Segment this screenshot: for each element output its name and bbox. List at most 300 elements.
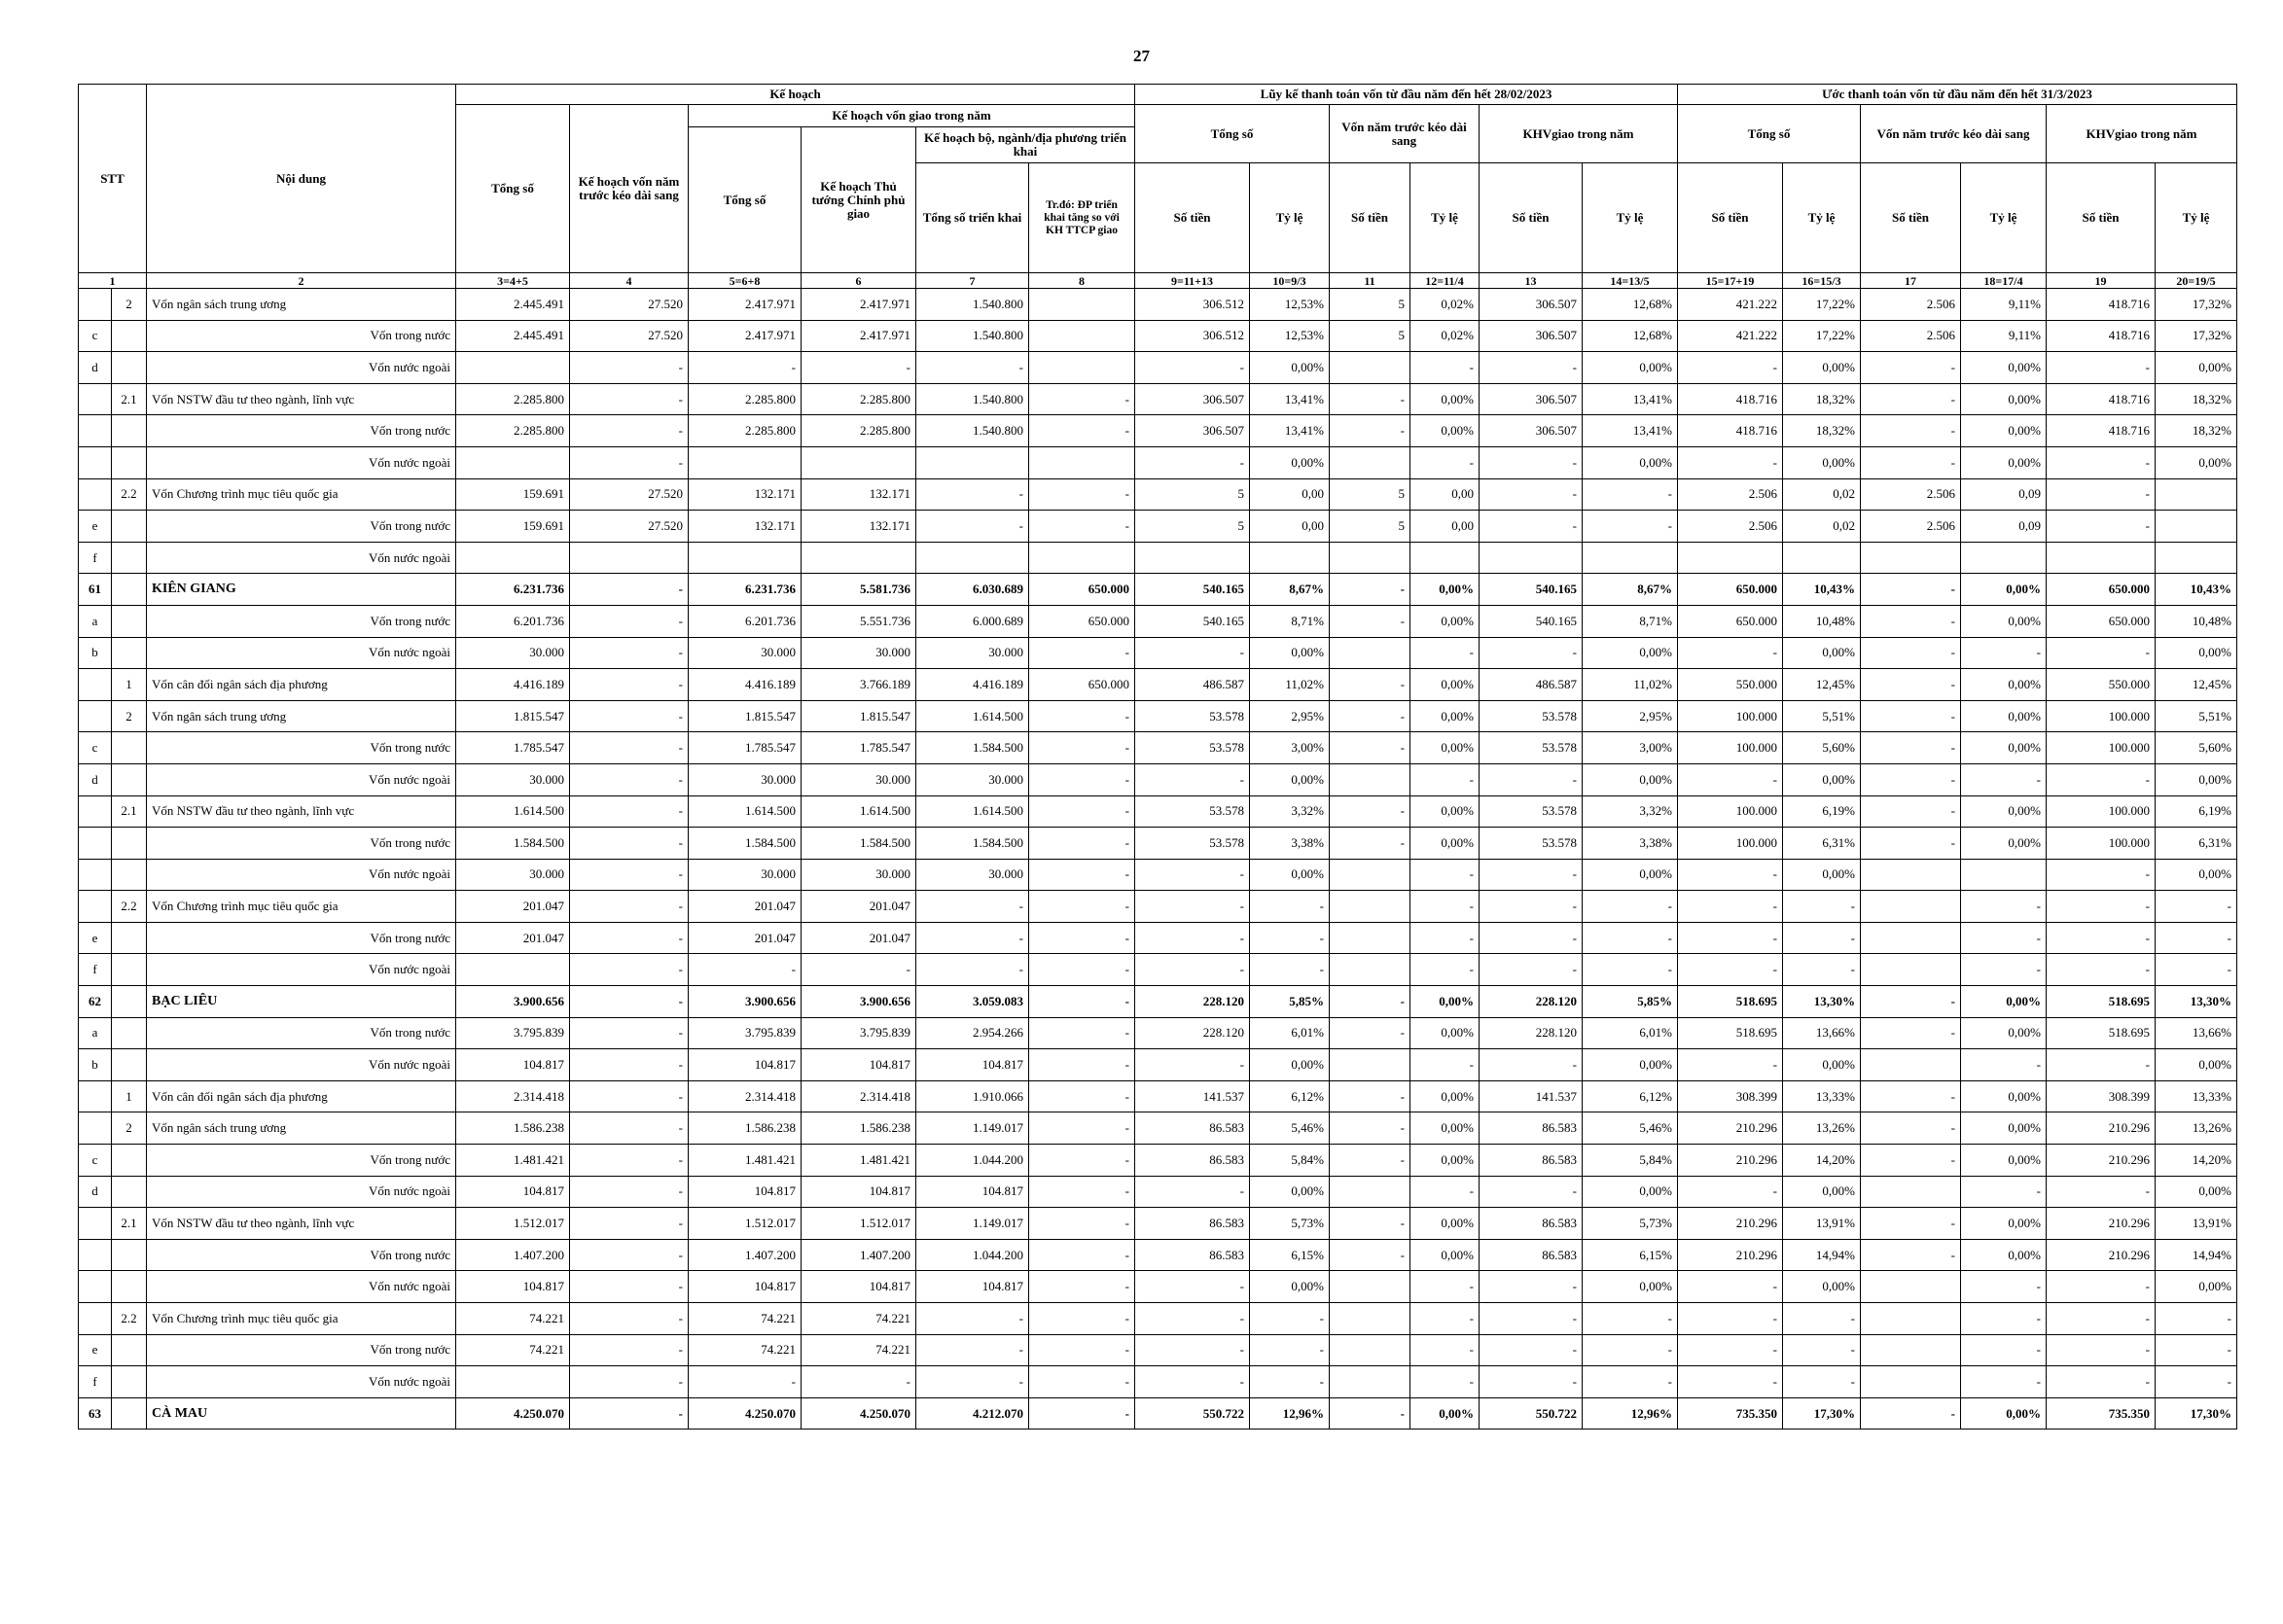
value-cell: - bbox=[570, 1271, 689, 1303]
value-cell: - bbox=[1678, 763, 1783, 795]
column-index-cell: 9=11+13 bbox=[1135, 273, 1250, 289]
value-cell: 2.417.971 bbox=[802, 289, 916, 321]
value-cell: 100.000 bbox=[2047, 700, 2156, 732]
header-ty-le-18: Tỷ lệ bbox=[1961, 163, 2047, 273]
stt-number-cell: 2.1 bbox=[112, 795, 147, 828]
value-cell: - bbox=[1330, 1239, 1410, 1271]
value-cell: 30.000 bbox=[456, 859, 570, 891]
stt-letter-cell: c bbox=[79, 320, 112, 352]
value-cell bbox=[1678, 542, 1783, 574]
value-cell: 5,84% bbox=[1583, 1145, 1678, 1177]
value-cell bbox=[1861, 1176, 1961, 1208]
value-cell: 53.578 bbox=[1480, 795, 1583, 828]
value-cell: - bbox=[1480, 1271, 1583, 1303]
value-cell: - bbox=[1029, 1049, 1135, 1081]
value-cell: - bbox=[1678, 1176, 1783, 1208]
value-cell: 5,51% bbox=[2156, 700, 2237, 732]
value-cell: - bbox=[570, 1176, 689, 1208]
value-cell: 0,00 bbox=[1250, 511, 1330, 543]
value-cell: 132.171 bbox=[802, 478, 916, 511]
value-cell: 0,00% bbox=[1583, 637, 1678, 669]
value-cell: - bbox=[1961, 922, 2047, 954]
value-cell: 132.171 bbox=[689, 478, 802, 511]
value-cell: 308.399 bbox=[2047, 1080, 2156, 1112]
value-cell: 100.000 bbox=[2047, 732, 2156, 764]
value-cell: - bbox=[570, 1017, 689, 1049]
table-row bbox=[79, 763, 2237, 795]
value-cell: 650.000 bbox=[1029, 669, 1135, 701]
value-cell: 0,00% bbox=[1583, 1049, 1678, 1081]
value-cell: 17,32% bbox=[2156, 320, 2237, 352]
value-cell: - bbox=[570, 922, 689, 954]
value-cell: 1.044.200 bbox=[916, 1145, 1029, 1177]
value-cell: - bbox=[1678, 352, 1783, 384]
value-cell: 540.165 bbox=[1135, 574, 1250, 606]
table-row bbox=[79, 1145, 2237, 1177]
header-ty-le-12: Tỷ lệ bbox=[1410, 163, 1480, 273]
value-cell: 0,00% bbox=[1583, 763, 1678, 795]
value-cell bbox=[1330, 1049, 1410, 1081]
value-cell: 2.314.418 bbox=[456, 1080, 570, 1112]
value-cell: - bbox=[1480, 922, 1583, 954]
value-cell: 650.000 bbox=[1678, 574, 1783, 606]
value-cell: 30.000 bbox=[689, 637, 802, 669]
value-cell: 0,00% bbox=[1583, 352, 1678, 384]
value-cell: - bbox=[1961, 891, 2047, 923]
value-cell: 201.047 bbox=[689, 922, 802, 954]
stt-letter-cell: d bbox=[79, 352, 112, 384]
value-cell bbox=[1861, 1366, 1961, 1398]
value-cell: 650.000 bbox=[2047, 605, 2156, 637]
value-cell: 2.285.800 bbox=[689, 383, 802, 415]
table-row bbox=[79, 986, 2237, 1018]
value-cell bbox=[570, 542, 689, 574]
value-cell: 540.165 bbox=[1480, 574, 1583, 606]
value-cell: 0,00% bbox=[1410, 1112, 1480, 1145]
value-cell: 0,00% bbox=[1250, 763, 1330, 795]
value-cell: 6.231.736 bbox=[456, 574, 570, 606]
value-cell: - bbox=[2047, 763, 2156, 795]
value-cell: 201.047 bbox=[456, 891, 570, 923]
stt-number-cell bbox=[112, 637, 147, 669]
value-cell: 1.540.800 bbox=[916, 320, 1029, 352]
value-cell: 1.614.500 bbox=[456, 795, 570, 828]
stt-number-cell bbox=[112, 320, 147, 352]
value-cell: 27.520 bbox=[570, 320, 689, 352]
value-cell: 210.296 bbox=[1678, 1112, 1783, 1145]
stt-letter-cell: d bbox=[79, 763, 112, 795]
stt-number-cell bbox=[112, 1366, 147, 1398]
value-cell: - bbox=[2156, 954, 2237, 986]
value-cell: - bbox=[1480, 1334, 1583, 1366]
value-cell: - bbox=[1135, 1334, 1250, 1366]
value-cell: 104.817 bbox=[916, 1176, 1029, 1208]
value-cell: 0,00% bbox=[1961, 1017, 2047, 1049]
value-cell: - bbox=[1029, 1334, 1135, 1366]
value-cell: - bbox=[1330, 1080, 1410, 1112]
value-cell: 6,01% bbox=[1250, 1017, 1330, 1049]
value-cell: 27.520 bbox=[570, 478, 689, 511]
stt-letter-cell bbox=[79, 1080, 112, 1112]
value-cell: - bbox=[1961, 1271, 2047, 1303]
value-cell: 0,00% bbox=[1410, 1397, 1480, 1430]
value-cell: - bbox=[570, 828, 689, 860]
value-cell: 10,48% bbox=[1783, 605, 1861, 637]
value-cell: - bbox=[1135, 1176, 1250, 1208]
value-cell: 0,00% bbox=[1961, 828, 2047, 860]
value-cell bbox=[1861, 1049, 1961, 1081]
content-cell: Vốn nước ngoài bbox=[147, 542, 456, 574]
value-cell: 2.506 bbox=[1861, 289, 1961, 321]
value-cell: - bbox=[1410, 1049, 1480, 1081]
value-cell: - bbox=[570, 1366, 689, 1398]
stt-letter-cell bbox=[79, 795, 112, 828]
value-cell: - bbox=[916, 352, 1029, 384]
stt-letter-cell: f bbox=[79, 542, 112, 574]
value-cell: - bbox=[1861, 1112, 1961, 1145]
value-cell: 0,00% bbox=[2156, 352, 2237, 384]
header-trong-do-dp: Tr.đó: ĐP triển khai tăng so với KH TTCP giao bbox=[1029, 163, 1135, 273]
value-cell: 0,00% bbox=[1583, 1271, 1678, 1303]
stt-letter-cell bbox=[79, 828, 112, 860]
value-cell: - bbox=[1250, 1334, 1330, 1366]
value-cell: - bbox=[1135, 891, 1250, 923]
value-cell: 0,02 bbox=[1783, 511, 1861, 543]
value-cell: 6,12% bbox=[1250, 1080, 1330, 1112]
value-cell: 0,00% bbox=[2156, 1271, 2237, 1303]
stt-letter-cell bbox=[79, 1239, 112, 1271]
table-row bbox=[79, 1397, 2237, 1430]
value-cell bbox=[1330, 1334, 1410, 1366]
value-cell: 13,66% bbox=[1783, 1017, 1861, 1049]
value-cell: - bbox=[570, 383, 689, 415]
content-cell: CÀ MAU bbox=[147, 1397, 456, 1430]
value-cell: 1.044.200 bbox=[916, 1239, 1029, 1271]
value-cell: 518.695 bbox=[2047, 986, 2156, 1018]
value-cell: - bbox=[1330, 732, 1410, 764]
header-ty-le-10: Tỷ lệ bbox=[1250, 163, 1330, 273]
value-cell: 4.250.070 bbox=[689, 1397, 802, 1430]
stt-letter-cell: e bbox=[79, 511, 112, 543]
value-cell: 6.000.689 bbox=[916, 605, 1029, 637]
value-cell: - bbox=[1410, 1334, 1480, 1366]
value-cell bbox=[1029, 320, 1135, 352]
value-cell: 201.047 bbox=[802, 891, 916, 923]
value-cell: 10,43% bbox=[2156, 574, 2237, 606]
value-cell: - bbox=[1330, 383, 1410, 415]
value-cell: - bbox=[570, 1239, 689, 1271]
content-cell: BẠC LIÊU bbox=[147, 986, 456, 1018]
value-cell: - bbox=[1330, 669, 1410, 701]
table-row bbox=[79, 1017, 2237, 1049]
stt-letter-cell bbox=[79, 415, 112, 447]
value-cell: - bbox=[1410, 1303, 1480, 1335]
table-row bbox=[79, 511, 2237, 543]
value-cell: 0,00% bbox=[2156, 763, 2237, 795]
column-index-cell: 20=19/5 bbox=[2156, 273, 2237, 289]
value-cell: - bbox=[1861, 383, 1961, 415]
value-cell: 5 bbox=[1135, 478, 1250, 511]
value-cell: 550.000 bbox=[1678, 669, 1783, 701]
stt-number-cell bbox=[112, 1271, 147, 1303]
value-cell: 0,00% bbox=[1410, 795, 1480, 828]
value-cell: 0,00% bbox=[1961, 415, 2047, 447]
table-row bbox=[79, 1208, 2237, 1240]
value-cell: 27.520 bbox=[570, 511, 689, 543]
value-cell: 306.507 bbox=[1135, 415, 1250, 447]
stt-number-cell bbox=[112, 1145, 147, 1177]
content-cell: Vốn Chương trình mục tiêu quốc gia bbox=[147, 478, 456, 511]
table-row bbox=[79, 859, 2237, 891]
value-cell: 3.795.839 bbox=[456, 1017, 570, 1049]
value-cell: 2.314.418 bbox=[689, 1080, 802, 1112]
value-cell: 13,30% bbox=[1783, 986, 1861, 1018]
value-cell: 13,66% bbox=[2156, 1017, 2237, 1049]
value-cell: 86.583 bbox=[1480, 1145, 1583, 1177]
value-cell: 11,02% bbox=[1250, 669, 1330, 701]
value-cell: 0,00% bbox=[2156, 859, 2237, 891]
value-cell: - bbox=[1330, 574, 1410, 606]
value-cell: 0,00% bbox=[1961, 700, 2047, 732]
table-row bbox=[79, 732, 2237, 764]
value-cell: 10,43% bbox=[1783, 574, 1861, 606]
value-cell: 13,41% bbox=[1583, 415, 1678, 447]
stt-number-cell bbox=[112, 828, 147, 860]
value-cell: 0,00% bbox=[1783, 1176, 1861, 1208]
stt-number-cell: 2.1 bbox=[112, 383, 147, 415]
value-cell: 53.578 bbox=[1135, 700, 1250, 732]
value-cell bbox=[689, 542, 802, 574]
value-cell: - bbox=[1583, 1334, 1678, 1366]
value-cell: 2.445.491 bbox=[456, 320, 570, 352]
value-cell bbox=[1861, 859, 1961, 891]
value-cell: 0,00% bbox=[1250, 859, 1330, 891]
value-cell: - bbox=[916, 1334, 1029, 1366]
content-cell: Vốn Chương trình mục tiêu quốc gia bbox=[147, 1303, 456, 1335]
value-cell: 1.586.238 bbox=[456, 1112, 570, 1145]
value-cell: 421.222 bbox=[1678, 289, 1783, 321]
value-cell: 5.551.736 bbox=[802, 605, 916, 637]
value-cell: - bbox=[1029, 1017, 1135, 1049]
value-cell: 17,32% bbox=[2156, 289, 2237, 321]
value-cell: - bbox=[2047, 352, 2156, 384]
value-cell bbox=[456, 446, 570, 478]
stt-number-cell: 2 bbox=[112, 289, 147, 321]
column-index-cell: 7 bbox=[916, 273, 1029, 289]
stt-number-cell: 2 bbox=[112, 700, 147, 732]
stt-letter-cell: f bbox=[79, 1366, 112, 1398]
value-cell: 30.000 bbox=[802, 859, 916, 891]
header-so-tien-9: Số tiền bbox=[1135, 163, 1250, 273]
stt-number-cell: 1 bbox=[112, 669, 147, 701]
value-cell: 306.507 bbox=[1480, 289, 1583, 321]
content-cell: Vốn ngân sách trung ương bbox=[147, 289, 456, 321]
stt-number-cell bbox=[112, 1017, 147, 1049]
column-index-cell: 8 bbox=[1029, 273, 1135, 289]
value-cell bbox=[1330, 891, 1410, 923]
investment-table-container bbox=[78, 84, 2237, 1430]
content-cell: Vốn nước ngoài bbox=[147, 1271, 456, 1303]
value-cell: 4.212.070 bbox=[916, 1397, 1029, 1430]
value-cell: 100.000 bbox=[1678, 700, 1783, 732]
header-so-tien-19: Số tiền bbox=[2047, 163, 2156, 273]
value-cell: 5,46% bbox=[1583, 1112, 1678, 1145]
content-cell: Vốn NSTW đầu tư theo ngành, lĩnh vực bbox=[147, 1208, 456, 1240]
table-row bbox=[79, 352, 2237, 384]
value-cell: - bbox=[1029, 922, 1135, 954]
value-cell: 0,00% bbox=[1961, 669, 2047, 701]
value-cell: 0,00 bbox=[1410, 511, 1480, 543]
value-cell: 550.722 bbox=[1480, 1397, 1583, 1430]
table-row bbox=[79, 700, 2237, 732]
value-cell: 53.578 bbox=[1480, 828, 1583, 860]
value-cell: - bbox=[916, 1303, 1029, 1335]
value-cell: 4.250.070 bbox=[456, 1397, 570, 1430]
stt-letter-cell: f bbox=[79, 954, 112, 986]
value-cell: - bbox=[1029, 1176, 1135, 1208]
value-cell: - bbox=[1029, 795, 1135, 828]
value-cell: - bbox=[2047, 891, 2156, 923]
value-cell: - bbox=[1583, 1366, 1678, 1398]
value-cell: 2.445.491 bbox=[456, 289, 570, 321]
table-row bbox=[79, 446, 2237, 478]
value-cell bbox=[456, 352, 570, 384]
value-cell: 0,00% bbox=[1961, 605, 2047, 637]
header-ke-hoach: Kế hoạch bbox=[456, 85, 1135, 105]
value-cell: 6,19% bbox=[1783, 795, 1861, 828]
value-cell: - bbox=[1135, 922, 1250, 954]
value-cell: 0,00% bbox=[1250, 1049, 1330, 1081]
table-row bbox=[79, 828, 2237, 860]
value-cell: 100.000 bbox=[2047, 828, 2156, 860]
content-cell: Vốn trong nước bbox=[147, 320, 456, 352]
value-cell: - bbox=[1861, 415, 1961, 447]
value-cell bbox=[1029, 289, 1135, 321]
table-row bbox=[79, 1112, 2237, 1145]
value-cell: - bbox=[1250, 922, 1330, 954]
value-cell: 306.507 bbox=[1135, 383, 1250, 415]
header-kh-von-nam-truoc: Kế hoạch vốn năm trước kéo dài sang bbox=[570, 105, 689, 273]
value-cell: 0,00% bbox=[1783, 446, 1861, 478]
stt-letter-cell bbox=[79, 478, 112, 511]
value-cell bbox=[2047, 542, 2156, 574]
value-cell: 5,85% bbox=[1250, 986, 1330, 1018]
value-cell: 1.815.547 bbox=[802, 700, 916, 732]
value-cell bbox=[1250, 542, 1330, 574]
header-uoc-tong-so: Tổng số bbox=[1678, 105, 1861, 163]
value-cell: - bbox=[570, 1080, 689, 1112]
value-cell bbox=[1330, 542, 1410, 574]
stt-letter-cell bbox=[79, 446, 112, 478]
value-cell: - bbox=[1678, 1366, 1783, 1398]
value-cell: 1.785.547 bbox=[689, 732, 802, 764]
value-cell: 3,00% bbox=[1250, 732, 1330, 764]
value-cell: - bbox=[1783, 922, 1861, 954]
value-cell: - bbox=[570, 891, 689, 923]
value-cell: - bbox=[1480, 511, 1583, 543]
value-cell: 86.583 bbox=[1135, 1239, 1250, 1271]
value-cell: 0,00% bbox=[1961, 446, 2047, 478]
column-index-cell: 13 bbox=[1480, 273, 1583, 289]
value-cell bbox=[1330, 763, 1410, 795]
value-cell: 0,00% bbox=[1961, 1397, 2047, 1430]
value-cell: - bbox=[1029, 1112, 1135, 1145]
value-cell: - bbox=[802, 954, 916, 986]
table-row bbox=[79, 1334, 2237, 1366]
column-index-cell: 15=17+19 bbox=[1678, 273, 1783, 289]
value-cell: - bbox=[570, 1303, 689, 1335]
value-cell: 0,00% bbox=[1961, 1145, 2047, 1177]
value-cell: - bbox=[570, 1049, 689, 1081]
value-cell: 6,15% bbox=[1250, 1239, 1330, 1271]
value-cell: - bbox=[570, 859, 689, 891]
value-cell bbox=[1783, 542, 1861, 574]
table-body bbox=[79, 289, 2237, 1430]
value-cell: - bbox=[1330, 605, 1410, 637]
content-cell: Vốn ngân sách trung ương bbox=[147, 1112, 456, 1145]
value-cell: - bbox=[1480, 954, 1583, 986]
content-cell: Vốn trong nước bbox=[147, 732, 456, 764]
stt-number-cell: 1 bbox=[112, 1080, 147, 1112]
value-cell: 5,46% bbox=[1250, 1112, 1330, 1145]
value-cell: 30.000 bbox=[916, 859, 1029, 891]
value-cell: 0,00% bbox=[1250, 446, 1330, 478]
value-cell: 0,00% bbox=[1410, 415, 1480, 447]
value-cell: 104.817 bbox=[689, 1049, 802, 1081]
table-row bbox=[79, 795, 2237, 828]
stt-number-cell bbox=[112, 922, 147, 954]
value-cell: 3,32% bbox=[1583, 795, 1678, 828]
column-index-cell: 10=9/3 bbox=[1250, 273, 1330, 289]
value-cell: 13,91% bbox=[1783, 1208, 1861, 1240]
column-index-cell: 3=4+5 bbox=[456, 273, 570, 289]
value-cell: 0,00% bbox=[1410, 669, 1480, 701]
value-cell: - bbox=[570, 637, 689, 669]
value-cell bbox=[1961, 542, 2047, 574]
stt-letter-cell bbox=[79, 859, 112, 891]
stt-number-cell: 2.2 bbox=[112, 891, 147, 923]
value-cell: - bbox=[1961, 1366, 2047, 1398]
value-cell: - bbox=[2047, 859, 2156, 891]
value-cell: 1.815.547 bbox=[689, 700, 802, 732]
value-cell: - bbox=[1135, 352, 1250, 384]
value-cell: 1.481.421 bbox=[456, 1145, 570, 1177]
value-cell: 104.817 bbox=[802, 1049, 916, 1081]
value-cell: - bbox=[1135, 954, 1250, 986]
value-cell: 0,00% bbox=[1961, 1112, 2047, 1145]
value-cell: 86.583 bbox=[1480, 1208, 1583, 1240]
header-luy-ke-tong-so: Tổng số bbox=[1135, 105, 1330, 163]
value-cell: - bbox=[1861, 828, 1961, 860]
value-cell: 0,00% bbox=[1410, 383, 1480, 415]
value-cell: - bbox=[1410, 446, 1480, 478]
stt-number-cell bbox=[112, 352, 147, 384]
value-cell: 104.817 bbox=[689, 1176, 802, 1208]
value-cell: 30.000 bbox=[689, 859, 802, 891]
value-cell: - bbox=[1135, 859, 1250, 891]
value-cell: - bbox=[2156, 1366, 2237, 1398]
value-cell: - bbox=[570, 415, 689, 447]
value-cell: - bbox=[1135, 763, 1250, 795]
value-cell: 550.000 bbox=[2047, 669, 2156, 701]
value-cell: 0,00% bbox=[1783, 352, 1861, 384]
value-cell: 5.581.736 bbox=[802, 574, 916, 606]
value-cell: - bbox=[570, 795, 689, 828]
value-cell: - bbox=[916, 1366, 1029, 1398]
value-cell: 210.296 bbox=[2047, 1239, 2156, 1271]
value-cell: 2.285.800 bbox=[689, 415, 802, 447]
header-so-tien-15: Số tiền bbox=[1678, 163, 1783, 273]
